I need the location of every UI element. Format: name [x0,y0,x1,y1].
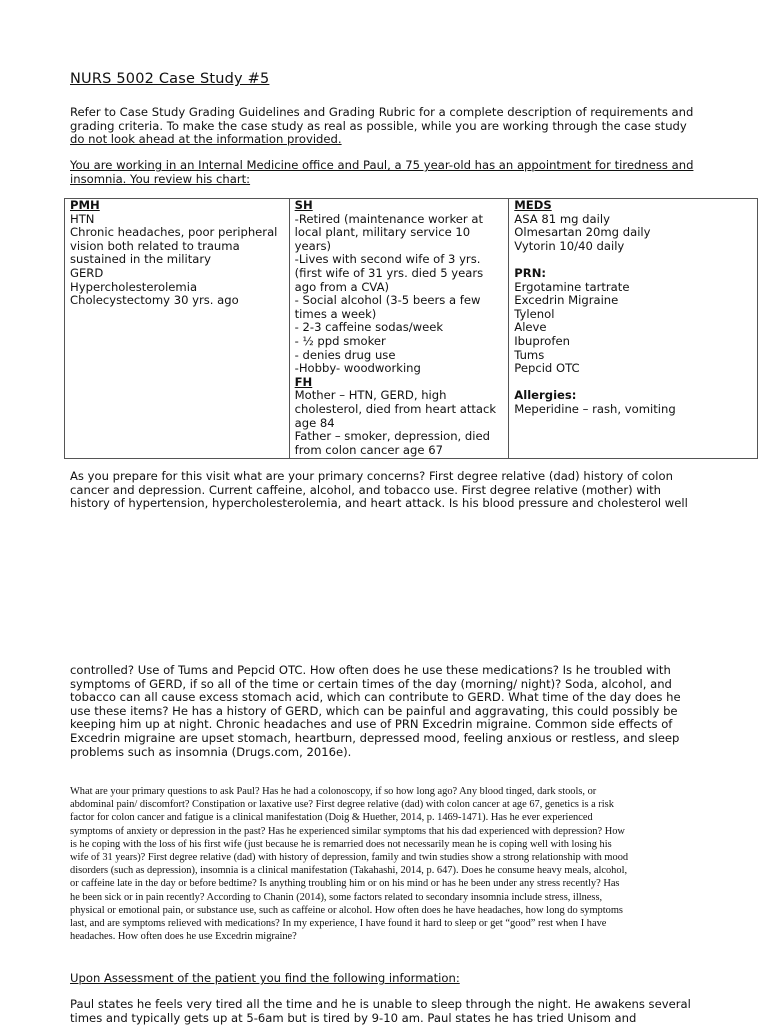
scenario-line: insomnia. You review his chart: [70,171,251,186]
pmh-cell [65,199,290,459]
concerns-line: Excedrin migraine are upset stomach, heartburn, depressed mood, feeling anxious or restless, and sleep [70,730,680,745]
intro-paragraph [70,106,730,147]
scenario-paragraph [70,159,730,186]
sh-line: - ½ ppd smoker [294,333,386,348]
concerns-paragraph-top [70,470,730,511]
document-title: NURS 5002 Case Study #5 [70,71,270,87]
prn-line: Aleve [514,320,547,335]
chart-row [65,199,758,459]
med-line: Vytorin 10/40 daily [514,238,625,253]
pmh-line: HTN [70,211,95,226]
allergy-line: Meperidine – rash, vomiting [514,401,676,416]
questions-line: is he coping with the loss of his first wife (just because he is remarried does not necessarily mean he is coping well with losing his [70,838,612,850]
prn-line: Ibuprofen [514,333,570,348]
sh-line: local plant, military service 10 [294,225,471,240]
pmh-line: Hypercholesterolemia [70,279,198,294]
questions-line: What are your primary questions to ask Paul? Has he had a colonoscopy, if so how long ago? Any blood tinged, dark stools, or [70,786,597,797]
sh-cell [289,199,509,459]
questions-line: abdominal pain/ discomfort? Constipation or laxative use? First degree relative (dad) with colon cancer at age 67, genetics is a risk [70,799,614,811]
prn-line: Tylenol [514,306,555,321]
questions-line: symptoms of anxiety or depression in the past? Has he experienced similar symptoms that his dad experienced with depression? How [70,825,625,837]
prn-line: Tums [514,347,545,362]
pmh-line: sustained in the military [70,252,212,267]
questions-line: last, and are symptoms relieved with medications? In my experience, I have found it hard to sleep or get “good” rest when I have [70,918,607,930]
sh-line: -Hobby- woodworking [294,361,421,376]
questions-line: physical or emotional pain, or substance use, such as caffeine or alcohol. How often does he have headaches, how long do symptoms [70,904,623,916]
intro-line-underlined: do not look ahead at the information provided. [70,132,342,147]
spacer [514,376,752,390]
sh-line: - 2-3 caffeine sodas/week [294,320,444,335]
assessment-line: times and typically gets up at 5-6am but is tired by 9-10 am. Paul states he has tried Unisom and [70,1010,637,1025]
intro-line: Refer to Case Study Grading Guidelines and Grading Rubric for a complete description of requirements and [70,105,694,119]
prn-line: Pepcid OTC [514,361,580,376]
concerns-line: keeping him up at night. Chronic headaches and use of PRN Excedrin migraine. Common side effects of [70,717,673,732]
concerns-line: problems such as insomnia (Drugs.com, 2016e). [70,744,352,759]
pmh-header: PMH [70,198,100,212]
meds-cell [509,199,758,459]
sh-line: years) [294,238,332,253]
allergies-header: Allergies: [514,388,577,403]
questions-line: disorders (such as depression), insomnia is a clinical manifestation (Takahashi, 2014, p. 647). Does he consume heavy meals, alcohol, [70,865,628,877]
fh-line: Mother – HTN, GERD, high [294,388,447,403]
concerns-line: symptoms of GERD, if so all of the time or certain times of the day (morning/ night)? Soda, alcohol, and [70,676,672,691]
concerns-line: controlled? Use of Tums and Pepcid OTC. How often does he use these medications? Is he troubled with [70,663,671,677]
pmh-line: GERD [70,265,104,280]
intro-line: grading criteria. To make the case study as real as possible, while you are working through the case study [70,118,687,133]
questions-line: wife of 31 years)? First degree relative (dad) with history of depression, family and twin studies show a strong relationship with mood [70,852,629,864]
questions-paragraph [70,785,730,943]
sh-line: (first wife of 31 yrs. died 5 years [294,265,484,280]
sh-line: -Lives with second wife of 3 yrs. [294,252,481,267]
fh-line: from colon cancer age 67 [294,442,443,457]
spacer [514,253,752,267]
questions-line: or caffeine late in the day or before bedtime? Is anything troubling him or on his mind or has he been under any stress recently? Has [70,878,620,890]
pmh-line: Cholecystectomy 30 yrs. ago [70,293,239,308]
fh-line: age 84 [294,415,335,430]
sh-line: -Retired (maintenance worker at [294,211,483,226]
fh-line: cholesterol, died from heart attack [294,401,497,416]
concerns-line: cancer and depression. Current caffeine, alcohol, and tobacco use. First degree relative (mother) with [70,482,661,497]
prn-line: Ergotamine tartrate [514,279,630,294]
assessment-line: Paul states he feels very tired all the time and he is unable to sleep through the night. He awakens several [70,997,691,1011]
concerns-line: tobacco can all cause excess stomach acid, which can contribute to GERD. What time of the day does he [70,690,681,705]
patient-chart-table [64,198,758,459]
fh-line: Father – smoker, depression, died [294,429,490,444]
sh-line: ago from a CVA) [294,279,390,294]
med-line: ASA 81 mg daily [514,211,610,226]
questions-line: factor for colon cancer and fatigue is a clinical manifestation (Doig & Huether, 2014, p. 1469-1471). Has he ever experienced [70,812,593,824]
sh-header: SH [294,198,313,212]
prn-header: PRN: [514,265,547,280]
prn-line: Excedrin Migraine [514,293,619,308]
assessment-heading: Upon Assessment of the patient you find the following information: [70,971,460,985]
assessment-paragraph [70,998,730,1025]
questions-line: he been sick or in pain recently? According to Chanin (2014), some factors related to secondary insomnia include stress, illness, [70,891,603,903]
fh-header: FH [294,374,313,389]
med-line: Olmesartan 20mg daily [514,225,651,240]
sh-line: - denies drug use [294,347,396,362]
sh-line: - Social alcohol (3-5 beers a few [294,293,481,308]
meds-header: MEDS [514,198,552,212]
concerns-line: use these items? He has a history of GERD, which can be painful and aggravating, this could possibly be [70,703,678,718]
concerns-line: history of hypertension, hypercholesterolemia, and heart attack. Is his blood pressure and cholesterol well [70,496,688,511]
scenario-line: You are working in an Internal Medicine office and Paul, a 75 year-old has an appointment for tiredness and [70,158,694,172]
questions-line: headaches. How often does he use Excedrin migraine? [70,931,297,943]
sh-line: times a week) [294,306,377,321]
concerns-paragraph-bottom [70,664,730,759]
pmh-line: Chronic headaches, poor peripheral [70,225,278,240]
concerns-line: As you prepare for this visit what are your primary concerns? First degree relative (dad) history of colon [70,469,673,483]
pmh-line: vision both related to trauma [70,238,240,253]
